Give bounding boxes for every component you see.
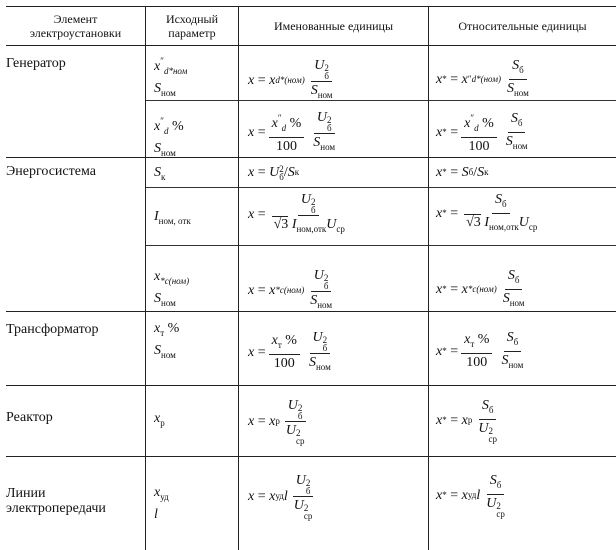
row-divider [145, 187, 616, 188]
header-relative-units: Относительные единицы [458, 19, 587, 33]
element-power-line-1: Линии [6, 486, 46, 501]
formula-relative-energy-1: x * = S б / S к [436, 165, 489, 180]
param-energy-1: $S_к$ [154, 165, 166, 182]
param-power-line: $x_{уд}$ l [154, 485, 169, 522]
param-gen-1: $x''_{d*ном}$ $S_{ном}$ [154, 56, 188, 98]
table-top-border [6, 6, 616, 7]
header-param [146, 12, 238, 40]
row-divider [145, 100, 616, 101]
header-element [6, 12, 145, 40]
column-divider [145, 6, 146, 550]
formula-relative-energy-3: x * = x *с(ном) $\frac{S_б}{S_{ном}}$ [436, 268, 525, 308]
formula-named-reactor: x = x р U 2 б U 2 ср [248, 398, 305, 446]
header-param-line1: Исходный [165, 12, 219, 26]
header-bottom-border [6, 45, 616, 46]
formula-relative-gen-1: x * = x ″ d*(ном) $\frac{S_б}{S_{ном}}$ [436, 58, 529, 98]
formula-named-gen-2: x = $\frac{x''_d \%}{100}$ U 2 б $S_{ном}$ [248, 110, 336, 154]
param-energy-2: $I_{ном, отк}$ [154, 209, 191, 226]
formula-named-energy-3: x = x *с(ном) U 2 б $S_{ном}$ [248, 268, 333, 310]
element-reactor: Реактор [6, 410, 53, 425]
header-param-line2: параметр [168, 26, 216, 40]
formula-named-energy-1: x = U 2 б / S к [248, 163, 300, 182]
formula-relative-reactor: x * = x р $S_б$ U 2 ср [436, 398, 497, 444]
formula-relative-transformer: x * = $\frac{x_т \%}{100}$ $\frac{S_б}{S_{ном}}$ [436, 330, 524, 370]
column-divider [428, 6, 429, 550]
formula-named-gen-1: x = x d*(ном) U 2 б $S_{ном}$ [248, 58, 333, 100]
formula-named-transformer: x = $\frac{x_т \%}{100}$ U 2 б $S_{ном}$ [248, 330, 331, 372]
column-divider [238, 6, 239, 550]
formula-named-energy-2: x = U 2 б √3 $I_{ном,отк}U_{ср}$ [248, 192, 345, 234]
element-generator: Генератор [6, 56, 66, 71]
element-transformer: Трансформатор [6, 322, 99, 337]
row-divider [6, 385, 616, 386]
header-element-line2: электроустановки [29, 26, 122, 40]
param-reactor: $x_р$ [154, 411, 165, 428]
row-divider [6, 157, 616, 158]
param-transformer: $x_т$ % $S_{ном}$ [154, 321, 180, 360]
param-energy-3: $x_{*с(ном)}$ $S_{ном}$ [154, 269, 190, 308]
header-named-units: Именованные единицы [273, 19, 394, 33]
formula-relative-power-line: x * = x уд l $S_б$ U 2 ср [436, 473, 505, 519]
formula-named-power-line: x = x уд l U 2 б U 2 ср [248, 473, 313, 521]
formula-relative-energy-2: x * = $\frac{S_б}{√3 I_{ном,отк}U_{ср}}$ [436, 192, 538, 232]
param-gen-2: $x''_d$ % $S_{ном}$ [154, 116, 184, 158]
row-divider [145, 245, 616, 246]
element-power-line [6, 486, 106, 516]
header-element-line1: Элемент [53, 12, 98, 26]
formula-relative-gen-2: x * = $\frac{x''_d \%}{100}$ $\frac{S_б}{S_{ном}}$ [436, 111, 528, 154]
row-divider [6, 456, 616, 457]
element-energy-system: Энергосистема [6, 164, 96, 179]
element-power-line-2: электропередачи [6, 501, 106, 516]
